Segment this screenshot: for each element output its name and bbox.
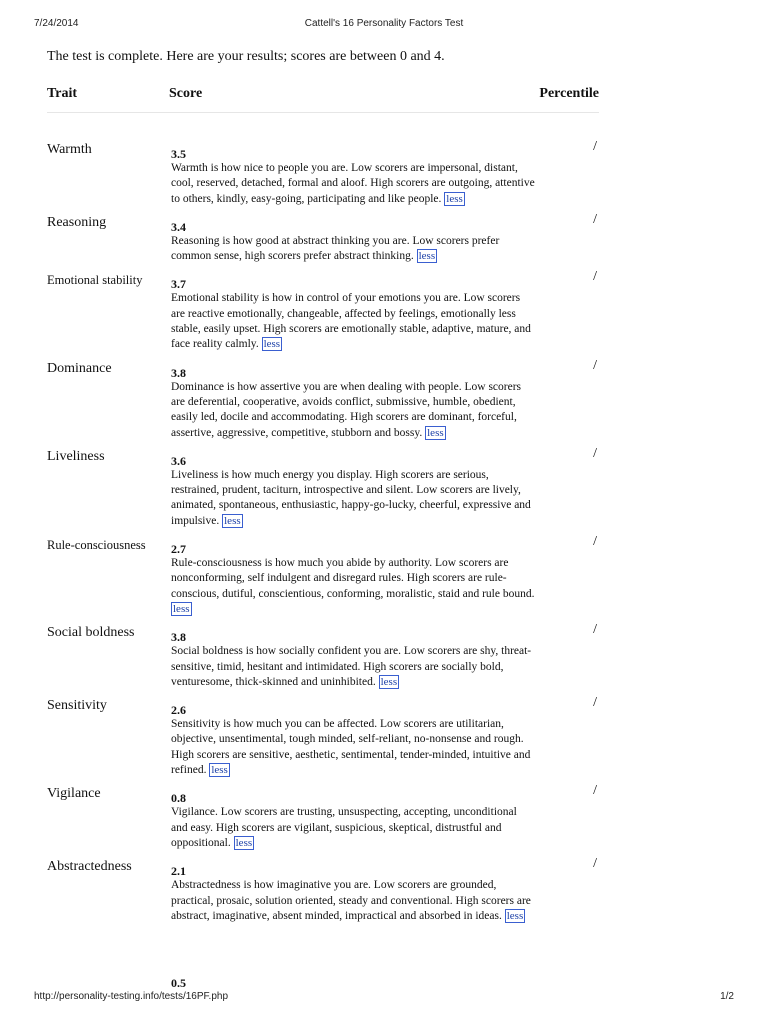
trait-score: 0.8 — [171, 791, 186, 806]
trait-row — [47, 445, 599, 529]
trait-row — [47, 271, 599, 352]
results-rows — [47, 141, 599, 924]
trait-description — [171, 878, 536, 924]
trait-description — [171, 468, 536, 529]
less-link[interactable]: less — [427, 426, 444, 439]
trait-description — [171, 291, 536, 352]
less-link[interactable]: less — [380, 675, 398, 688]
trait-description-text: Vigilance. Low scorers are trusting, unsuspecting, accepting, unconditional and easy. High scorers are vigilant, suspicious, skeptical, distrustful and oppositional. — [171, 806, 517, 849]
print-header — [34, 18, 734, 32]
trait-name: Emotional stability — [47, 273, 143, 288]
trait-description-text: Warmth is how nice to people you are. Low scorers are impersonal, distant, cool, reserved, detached, formal and aloof. High scorers are outgoing, attentive to others, kindly, easy-going, participating and like people. — [171, 162, 535, 205]
trait-description — [171, 161, 536, 207]
trait-description-text: Dominance is how assertive you are when dealing with people. Low scorers are deferential, cooperative, avoids conflict, submissive, humble, obedient, easily led, docile and accommodating. High scorers are dominant, forceful, assertive, aggressive, competitive, stubborn and bossy. — [171, 380, 522, 439]
print-date: 7/24/2014 — [34, 18, 79, 29]
trait-row — [47, 858, 599, 924]
trait-percentile: / — [593, 695, 597, 711]
trait-row — [47, 624, 599, 690]
trait-score: 3.4 — [171, 219, 186, 234]
trait-score: 2.1 — [171, 864, 186, 879]
trait-score: 3.6 — [171, 453, 186, 468]
trait-row — [47, 141, 599, 207]
trait-description-text: Reasoning is how good at abstract thinking you are. Low scorers prefer common sense, high scorers prefer abstract thinking. — [171, 234, 500, 263]
less-link[interactable]: less — [418, 250, 436, 263]
less-link[interactable]: less — [211, 764, 228, 777]
trait-score: 2.7 — [171, 542, 186, 557]
trait-percentile: / — [593, 139, 597, 154]
less-link[interactable]: less — [263, 338, 281, 351]
trait-name: Liveliness — [47, 448, 105, 464]
print-title: Cattell's 16 Personality Factors Test — [304, 18, 464, 29]
less-link[interactable]: less — [235, 836, 253, 849]
trait-percentile: / — [593, 211, 597, 227]
trait-percentile: / — [593, 783, 597, 799]
trait-score: 3.7 — [171, 277, 186, 292]
less-link[interactable]: less — [506, 909, 524, 922]
trait-name: Abstractedness — [47, 859, 132, 875]
trait-description — [171, 556, 536, 617]
trait-row — [47, 357, 599, 441]
trait-description-text: Emotional stability is how in control of your emotions you are. Low scorers are reactive emotionally, changeable, affected by feelings, emotionally less stable, easily upset. High scorers are emotionally stable, adaptive, mature, and face reality calmly. — [171, 292, 531, 351]
less-link[interactable]: less — [446, 192, 463, 205]
print-url: http://personality-testing.info/tests/16PF.php — [34, 991, 228, 1002]
trait-description-text: Social boldness is how socially confident you are. Low scorers are shy, threat-sensitive, timid, hesitant and intimidated. High scorers are socially bold, venturesome, thick-skinned and uninhibited. — [171, 645, 532, 688]
trait-description — [171, 644, 536, 690]
header-divider — [47, 112, 599, 113]
trait-description-text: Abstractedness is how imaginative you are. Low scorers are grounded, practical, prosaic, solution oriented, steady and conventional. High scorers are abstract, imaginative, absent minded, impractical and absorbed in ideas. — [171, 879, 531, 922]
results-table-header — [47, 86, 599, 110]
page-number: 1/2 — [720, 991, 734, 1002]
trait-description-text: Rule-consciousness is how much you abide by authority. Low scorers are nonconforming, self indulgent and disregard rules. High scorers are rule-conscious, dutiful, conscientious, conforming, moralistic, staid and rule bound. — [171, 557, 535, 600]
trait-score: 3.5 — [171, 147, 186, 161]
intro-text: The test is complete. Here are your results; scores are between 0 and 4. — [47, 49, 445, 64]
print-footer — [34, 991, 734, 1005]
trait-percentile: / — [593, 534, 597, 550]
trait-description — [171, 234, 536, 265]
trait-name: Reasoning — [47, 214, 107, 230]
trait-description-text: Sensitivity is how much you can be affected. Low scorers are utilitarian, objective, unsentimental, tough minded, self-reliant, no-nonsense and rough. High scorers are sensitive, aesthetic, sentimental, tender-minded, intuitive and refined. — [171, 718, 531, 777]
trait-score: 0.5 — [171, 976, 186, 990]
trait-percentile: / — [593, 269, 597, 285]
trait-description — [171, 805, 536, 851]
trait-name: Social boldness — [47, 625, 135, 641]
trait-name: Dominance — [47, 360, 112, 376]
less-link[interactable]: less — [224, 514, 241, 527]
trait-score: 2.6 — [171, 703, 186, 718]
trait-row — [47, 785, 599, 851]
trait-percentile: / — [593, 445, 597, 461]
trait-percentile: / — [593, 622, 597, 638]
column-header-percentile: Percentile — [539, 86, 599, 101]
trait-description — [171, 717, 536, 778]
column-header-score: Score — [169, 86, 203, 101]
results-content — [47, 48, 599, 931]
trait-row — [47, 536, 599, 617]
trait-row — [47, 697, 599, 778]
trait-name: Vigilance — [47, 786, 101, 802]
trait-name: Rule-consciousness — [47, 538, 146, 553]
trait-score: 3.8 — [171, 630, 186, 645]
trait-name: Sensitivity — [47, 698, 107, 714]
column-header-trait: Trait — [47, 86, 78, 101]
trait-percentile: / — [593, 357, 597, 373]
trait-description — [171, 380, 536, 441]
trait-score: 3.8 — [171, 365, 186, 380]
less-link[interactable]: less — [173, 602, 190, 615]
trait-percentile: / — [593, 856, 597, 872]
trait-row — [47, 211, 599, 265]
trait-name: Warmth — [47, 142, 92, 157]
trait-description-text: Liveliness is how much energy you display. High scorers are serious, restrained, prudent, taciturn, introspective and silent. Low scorers are lively, animated, spontaneous, enthusiastic, happy-go-lucky, cheerful, expressive and impulsive. — [171, 468, 531, 527]
